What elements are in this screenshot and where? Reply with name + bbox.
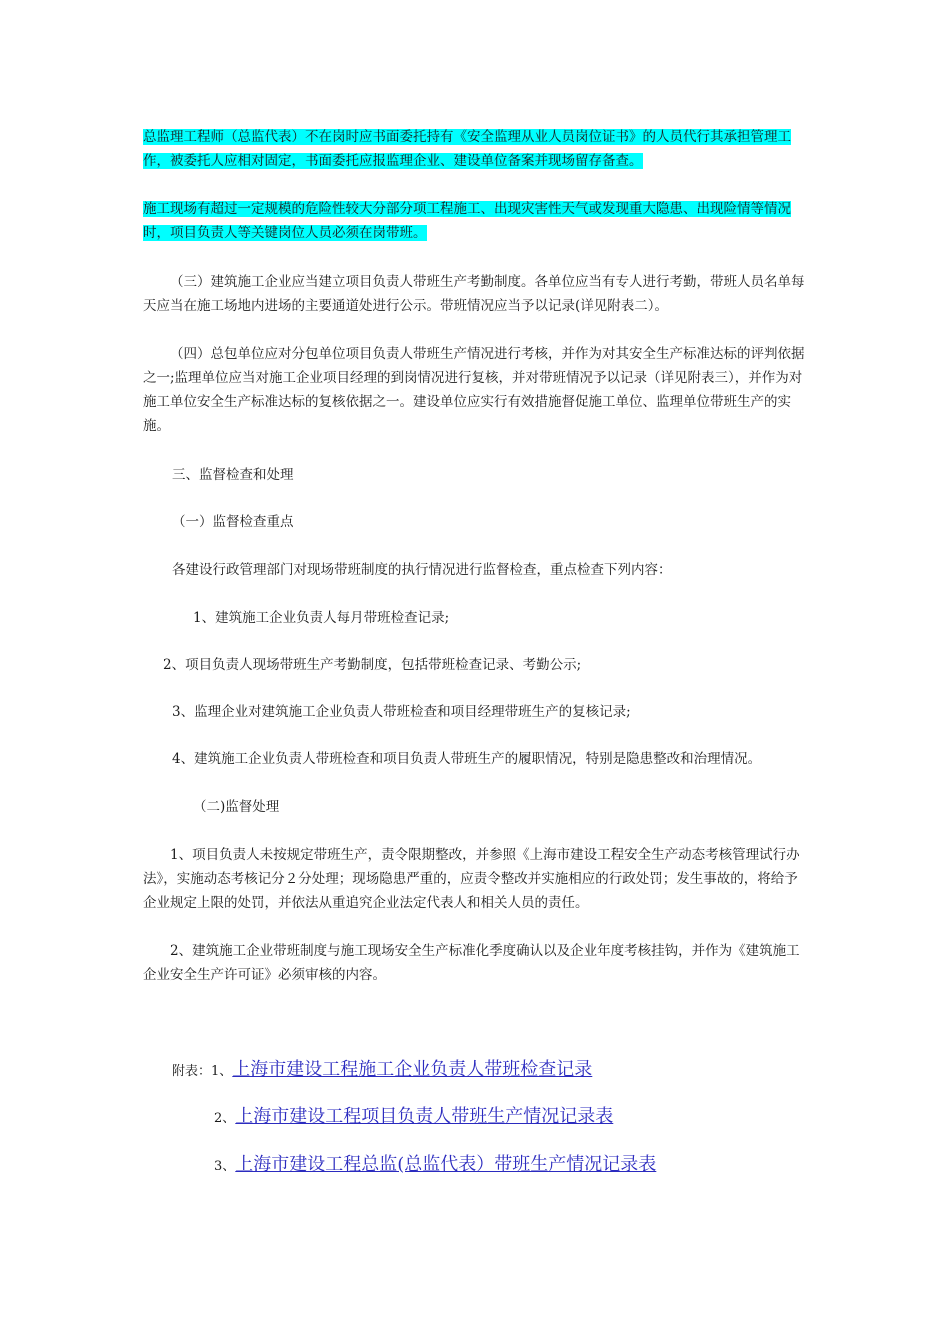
subsection-heading-handling: （二)监督处理 <box>193 799 280 815</box>
paragraph-penalties: 1、项目负责人未按规定带班生产，责令限期整改，并参照《上海市建设工程安全生产动态考核管理试行办法》，实施动态考核记分２分处理；现场隐患严重的，应责令整改并实施相应的行政处罚；发生事故的，将给予企业规定上限的处罚，并依法从重追究企业法定代表人和相关人员的责任。 <box>143 847 800 911</box>
list-item-1: 1、建筑施工企业负责人每月带班检查记录; <box>193 610 450 626</box>
paragraph-inspection-intro: 各建设行政管理部门对现场带班制度的执行情况进行监督检查，重点检查下列内容： <box>172 562 672 578</box>
paragraph-contractor-assessment: （四）总包单位应对分包单位项目负责人带班生产情况进行考核，并作为对其安全生产标准达标的评判依据之一;监理单位应当对施工企业项目经理的到岗情况进行复核，并对带班情况予以记录（详见附表三），并作为对施工单位安全生产标准达标的复核依据之一。建设单位应实行有效措施督促施工单位、监理单位带班生产的实施。 <box>143 346 805 434</box>
attachment-link-1[interactable]: 上海市建设工程施工企业负责人带班检查记录 <box>232 1059 593 1080</box>
list-item-4: 4、建筑施工企业负责人带班检查和项目负责人带班生产的履职情况，特别是隐患整改和治理情况。 <box>172 751 762 767</box>
attachment-row-1: 附表：1、上海市建设工程施工企业负责人带班检查记录 <box>172 1059 593 1080</box>
attachment-row-2: 2、上海市建设工程项目负责人带班生产情况记录表 <box>214 1106 614 1127</box>
attachment-link-3[interactable]: 上海市建设工程总监(总监代表）带班生产情况记录表 <box>235 1154 657 1175</box>
section-heading-inspection: 三、监督检查和处理 <box>172 467 294 483</box>
subsection-heading-inspection-focus: （一）监督检查重点 <box>172 514 294 530</box>
list-item-3: 3、监理企业对建筑施工企业负责人带班检查和项目经理带班生产的复核记录; <box>172 704 631 720</box>
paragraph-supervisor-delegation: 总监理工程师（总监代表）不在岗时应书面委托持有《安全监理从业人员岗位证书》的人员代行其承担管理工作，被委托人应相对固定，书面委托应报监理企业、建设单位备案并现场留存备查。 <box>143 129 791 169</box>
attachment-link-2[interactable]: 上海市建设工程项目负责人带班生产情况记录表 <box>235 1106 614 1127</box>
list-item-2: 2、项目负责人现场带班生产考勤制度，包括带班检查记录、考勤公示; <box>163 657 582 673</box>
paragraph-linkage: 2、建筑施工企业带班制度与施工现场安全生产标准化季度确认以及企业年度考核挂钩，并作为《建筑施工企业安全生产许可证》必须审核的内容。 <box>143 943 800 983</box>
paragraph-attendance-system: （三）建筑施工企业应当建立项目负责人带班生产考勤制度。各单位应当有专人进行考勤，带班人员名单每天应当在施工场地内进场的主要通道处进行公示。带班情况应当予以记录(详见附表二）。 <box>143 274 805 314</box>
attachments-label: 附表： <box>172 1064 212 1079</box>
paragraph-key-personnel-onsite: 施工现场有超过一定规模的危险性较大分部分项工程施工、出现灾害性天气或发现重大隐患、出现险情等情况时，项目负责人等关键岗位人员必须在岗带班。 <box>143 201 791 241</box>
attachment-row-3: 3、上海市建设工程总监(总监代表）带班生产情况记录表 <box>214 1154 657 1175</box>
